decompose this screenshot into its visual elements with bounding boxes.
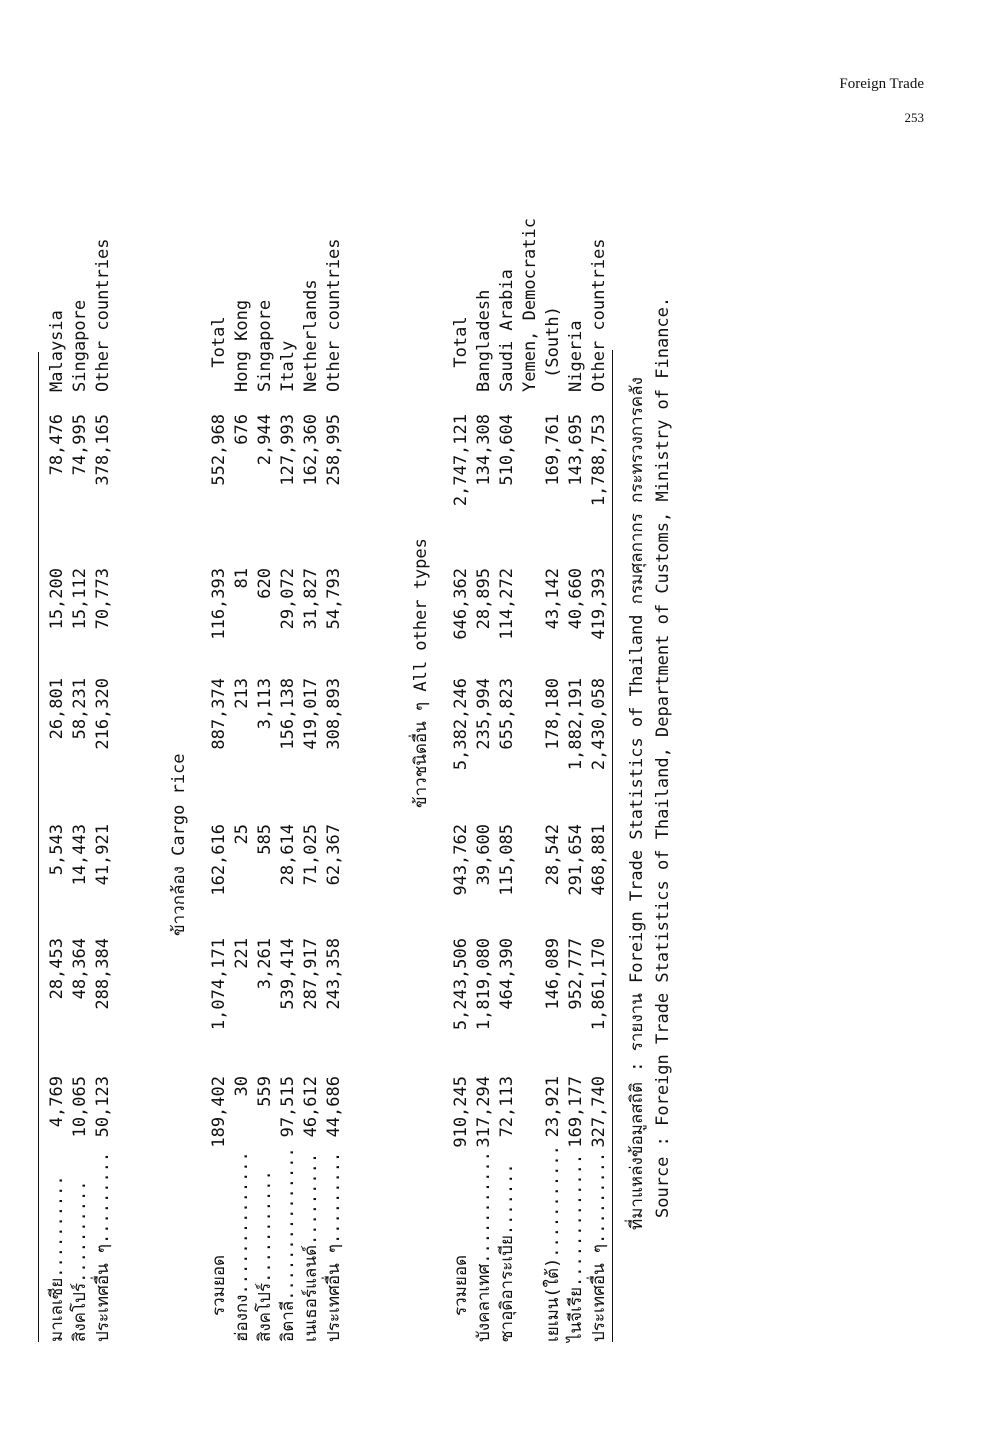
value-cell: 189,402 xyxy=(209,1076,229,1148)
value-cell: 419,017 xyxy=(301,678,321,750)
row-label-english: Yemen, Democratic xyxy=(520,218,540,392)
value-cell: 72,113 xyxy=(497,1076,517,1138)
value-cell: 29,072 xyxy=(278,568,298,630)
value-cell: 23,921 xyxy=(543,1076,563,1138)
value-cell: 134,308 xyxy=(474,414,494,486)
row-label-thai: ไนจีเรีย............. xyxy=(566,1153,586,1342)
value-cell: 3,113 xyxy=(255,678,275,730)
value-cell: 221 xyxy=(232,938,252,969)
block-partial xyxy=(46,238,115,1348)
value-cell: 116,393 xyxy=(209,568,229,640)
value-cell: 156,138 xyxy=(278,678,298,750)
value-cell: 2,430,058 xyxy=(589,678,609,771)
value-cell: 213 xyxy=(232,678,252,709)
value-cell: 1,819,080 xyxy=(474,938,494,1031)
value-cell: 46,612 xyxy=(301,1076,321,1138)
running-head: Foreign Trade xyxy=(839,76,924,92)
row-label-english: Saudi Arabia xyxy=(497,269,517,392)
source-note-english: Source : Foreign Trade Statistics of Thailand, Department of Customs, Ministry of Finance. xyxy=(653,296,673,1218)
value-cell: 15,112 xyxy=(70,568,90,630)
value-cell: 646,362 xyxy=(451,568,471,640)
value-cell: 10,065 xyxy=(70,1076,90,1138)
value-cell: 5,382,246 xyxy=(451,678,471,771)
row-label-thai: ประเทศอื่น ๆ......... xyxy=(589,1151,609,1342)
value-cell: 169,761 xyxy=(543,414,563,486)
row-label-english: Italy xyxy=(278,340,298,392)
section-title-other-types: ข้าวชนิดอื่น ๆ All other types xyxy=(411,538,431,808)
row-label-thai: ประเทศอื่น ๆ......... xyxy=(324,1151,344,1342)
value-cell: 952,777 xyxy=(566,938,586,1010)
value-cell: 81 xyxy=(232,568,252,589)
value-cell: 50,123 xyxy=(93,1076,113,1138)
value-cell: 1,074,171 xyxy=(209,938,229,1031)
value-cell: 14,443 xyxy=(70,824,90,886)
value-cell: 620 xyxy=(255,568,275,599)
row-label-english: Total xyxy=(451,316,471,368)
value-cell: 178,180 xyxy=(543,678,563,750)
value-cell: 114,272 xyxy=(497,568,517,640)
value-cell: 676 xyxy=(232,414,252,445)
table-row xyxy=(588,238,611,1348)
value-cell: 62,367 xyxy=(324,824,344,886)
table-bottom-rule xyxy=(38,352,39,1342)
value-cell: 28,453 xyxy=(47,938,67,1000)
row-label-thai: ประเทศอื่น ๆ......... xyxy=(93,1151,113,1342)
value-cell: 216,320 xyxy=(93,678,113,750)
row-label-english: Malaysia xyxy=(47,310,67,392)
value-cell: 70,773 xyxy=(93,568,113,630)
value-cell: 258,995 xyxy=(324,414,344,486)
row-label-english: Other countries xyxy=(324,238,344,392)
table-row xyxy=(92,238,115,1348)
table-row xyxy=(519,218,542,1348)
table-row xyxy=(46,310,69,1348)
value-cell: 71,025 xyxy=(301,824,321,886)
value-cell: 40,660 xyxy=(566,568,586,630)
table-row xyxy=(231,299,254,1348)
block-other-types xyxy=(450,218,611,1348)
row-label-thai: เนเธอร์แลนด์......... xyxy=(301,1152,321,1342)
value-cell: 419,393 xyxy=(589,568,609,640)
value-cell: 74,995 xyxy=(70,414,90,476)
value-cell: 235,994 xyxy=(474,678,494,750)
value-cell: 243,358 xyxy=(324,938,344,1010)
table-row xyxy=(450,316,473,1348)
value-cell: 585 xyxy=(255,824,275,855)
value-cell: 1,788,753 xyxy=(589,414,609,507)
rotated-table xyxy=(40,218,673,1348)
value-cell: 43,142 xyxy=(543,568,563,630)
value-cell: 887,374 xyxy=(209,678,229,750)
value-cell: 559 xyxy=(255,1076,275,1107)
value-cell: 4,769 xyxy=(47,1076,67,1128)
value-cell: 910,245 xyxy=(451,1076,471,1148)
value-cell: 5,543 xyxy=(47,824,67,876)
value-cell: 31,827 xyxy=(301,568,321,630)
value-cell: 308,893 xyxy=(324,678,344,750)
row-label-thai: บังคลาเทศ........... xyxy=(474,1151,494,1342)
row-label-english: Other countries xyxy=(589,238,609,392)
table-row xyxy=(323,238,346,1348)
table-row xyxy=(277,340,300,1348)
value-cell: 143,695 xyxy=(566,414,586,486)
table-row xyxy=(496,269,519,1348)
value-cell: 127,993 xyxy=(278,414,298,486)
value-cell: 146,089 xyxy=(543,938,563,1010)
value-cell: 468,881 xyxy=(589,824,609,896)
value-cell: 655,823 xyxy=(497,678,517,750)
row-label-thai: สิงคโปร์.......... xyxy=(70,1180,90,1342)
row-label-english: Total xyxy=(209,316,229,368)
block-cargo-rice xyxy=(208,238,346,1348)
value-cell: 287,917 xyxy=(301,938,321,1010)
table-top-rule xyxy=(612,350,613,1342)
value-cell: 5,243,506 xyxy=(451,938,471,1031)
value-cell: 78,476 xyxy=(47,414,67,476)
row-label-thai: สิงคโปร์........... xyxy=(255,1170,275,1342)
value-cell: 41,921 xyxy=(93,824,113,886)
table-row xyxy=(542,306,565,1348)
row-label-english: Netherlands xyxy=(301,279,321,392)
row-label-english: Hong Kong xyxy=(232,299,252,392)
row-label-thai: ฮ่องกง.............. xyxy=(232,1151,252,1342)
row-label-english: Singapore xyxy=(70,299,90,392)
row-label-english: Nigeria xyxy=(566,320,586,392)
value-cell: 552,968 xyxy=(209,414,229,486)
value-cell: 28,895 xyxy=(474,568,494,630)
section-title-cargo-rice: ข้าวกล้อง Cargo rice xyxy=(169,753,189,936)
row-label-thai: รวมยอด xyxy=(209,1254,229,1316)
value-cell: 28,542 xyxy=(543,824,563,886)
value-cell: 58,231 xyxy=(70,678,90,740)
value-cell: 1,861,170 xyxy=(589,938,609,1031)
value-cell: 510,604 xyxy=(497,414,517,486)
value-cell: 378,165 xyxy=(93,414,113,486)
value-cell: 1,882,191 xyxy=(566,678,586,771)
value-cell: 48,364 xyxy=(70,938,90,1000)
value-cell: 30 xyxy=(232,1076,252,1097)
page-number: 253 xyxy=(904,110,924,125)
value-cell: 327,740 xyxy=(589,1076,609,1148)
value-cell: 44,686 xyxy=(324,1076,344,1138)
value-cell: 169,177 xyxy=(566,1076,586,1148)
row-label-english: Other countries xyxy=(93,238,113,392)
value-cell: 26,801 xyxy=(47,678,67,740)
value-cell: 943,762 xyxy=(451,824,471,896)
source-note-thai: ที่มาแหล่งข้อมูลสถิติ : รายงาน Foreign Trade Statistics of Thailand กรมศุลกากร กระทรวงการคลัง xyxy=(627,377,647,1230)
value-cell: 288,384 xyxy=(93,938,113,1010)
value-cell: 2,747,121 xyxy=(451,414,471,507)
value-cell: 162,616 xyxy=(209,824,229,896)
row-label-thai: รวมยอด xyxy=(451,1254,471,1316)
value-cell: 317,294 xyxy=(474,1076,494,1148)
value-cell: 15,200 xyxy=(47,568,67,630)
value-cell: 291,654 xyxy=(566,824,586,896)
row-label-thai: มาเลเซีย.......... xyxy=(47,1175,67,1342)
value-cell: 97,515 xyxy=(278,1076,298,1138)
value-cell: 25 xyxy=(232,824,252,845)
table-row xyxy=(565,320,588,1348)
value-cell: 2,944 xyxy=(255,414,275,466)
table-row xyxy=(300,279,323,1348)
table-row xyxy=(473,289,496,1348)
value-cell: 39,600 xyxy=(474,824,494,886)
value-cell: 28,614 xyxy=(278,824,298,886)
value-cell: 54,793 xyxy=(324,568,344,630)
row-label-thai: ซาอุดิอาระเบีย....... xyxy=(497,1163,517,1342)
table-row xyxy=(69,299,92,1348)
row-label-english: Bangladesh xyxy=(474,289,494,392)
row-label-english: Singapore xyxy=(255,299,275,392)
row-label-thai: อิตาลี............... xyxy=(278,1147,298,1342)
table-row xyxy=(254,299,277,1348)
row-label-english: (South) xyxy=(543,306,563,378)
row-label-thai: เยเมน(ใต้)........... xyxy=(543,1145,563,1342)
table-row xyxy=(208,316,231,1348)
value-cell: 3,261 xyxy=(255,938,275,990)
value-cell: 539,414 xyxy=(278,938,298,1010)
value-cell: 162,360 xyxy=(301,414,321,486)
value-cell: 464,390 xyxy=(497,938,517,1010)
value-cell: 115,085 xyxy=(497,824,517,896)
